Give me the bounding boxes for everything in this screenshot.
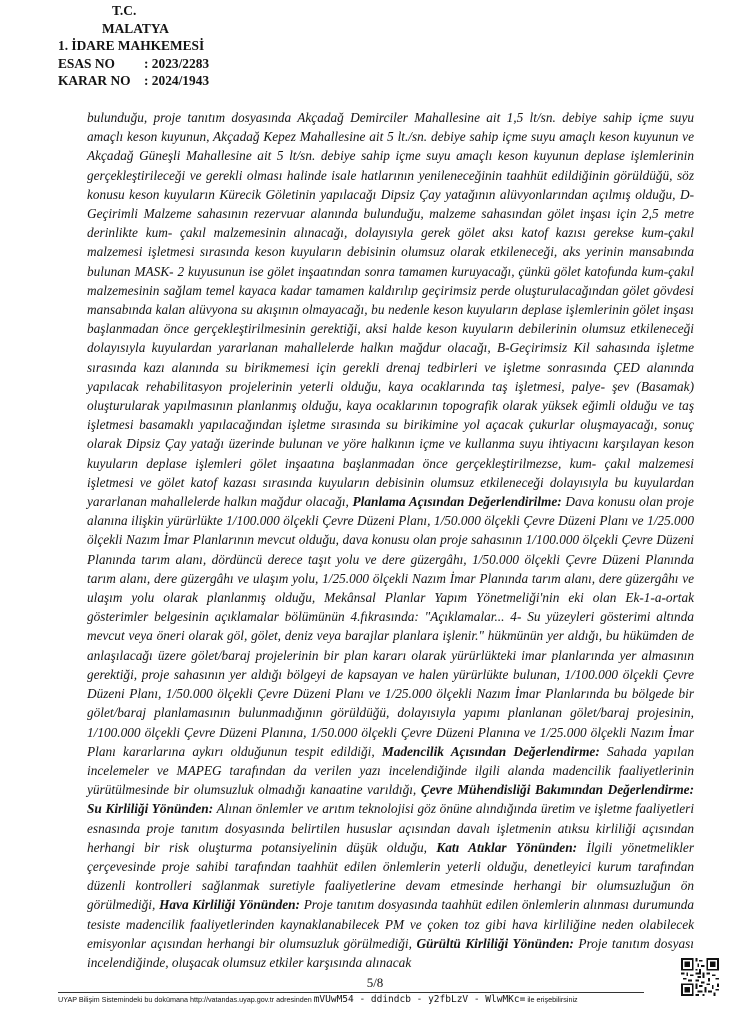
karar-value: : 2024/1943 [144,73,210,88]
esas-label: ESAS NO [58,55,115,71]
uyap-footer [58,994,678,1006]
karar-row [58,72,209,90]
city-label: MALATYA [102,20,169,36]
body-paragraph [87,108,694,972]
footer-note-end: ile erişebilirsiniz [527,995,578,1004]
text-noise-pollution: Proje tanıtım dosyası incelendiğinde, oluşacak olumsuz etkiler karşısında alınacak [87,935,695,970]
verification-code: mVUwM54 - ddindcb - y2fbLzV - WlwMKc= [313,994,526,1005]
republic-label: T.C. [112,3,137,18]
text-mining: Sahada yapılan incelemeler ve MAPEG tarafından da verilen yazı incelendiğinde ilgili alanda madencilik faaliyetlerinin yürütülmesinde bir olumsuzluk olmadığı kanaatine varıldığı, [87,743,695,798]
footer-note: UYAP Bilişim Sistemindeki bu dokümana http://vatandas.uyap.gov.tr adresinden [58,995,312,1004]
esas-value: : 2023/2283 [144,55,210,71]
text-air-pollution: Proje tanıtım dosyasında taahhüt edilen önlemlerin alınması durumunda tesiste madencilik faaliyetlerinden kaynaklanabilecek PM ve çoken toz gibi hava kirliliğine neden olabilecek emisyonlar açısından herhangi bir olumsuzluk görülmediği, [87,897,695,951]
heading-noise-pollution: Gürültü Kirliliği Yönünden: [416,935,574,951]
document-header [58,2,209,90]
heading-mining: Madencilik Açısından Değerlendirme: [381,743,600,759]
footer-divider [58,992,644,993]
heading-planning: Planlama Açısından Değerlendirilme: [352,494,562,510]
text-dsi-findings: bulunduğu, proje tanıtım dosyasında Akçadağ Demirciler Mahallesine ait 1,5 lt/sn. debiye sahip içme suyu amaçlı keson kuyunun, Akçadağ Kepez Mahallesine ait 5 lt./sn. debiye sahip içme suyu amaçlı keson kuyunun ve Akçadağ Güneşli Mahallesine ait 5 lt/sn. debiye sahip içme suyu amaçlı keson kuyunun deplase işlemlerinin gerçekleştirileceği ve gerekli olması halinde isale hatlarının yenileneceğinin taahhüt edildiğinin görüldüğü, söz konusu keson kuyuların Kürecik Göletinin yapılacağı Dipsiz Çay yatağının alüvyonlarından açılmış olduğu, D-Geçirimli Malzeme sahasının rezervuar alanında bulunduğu, malzeme sahasından gölet inşası için 2,5 metre derinlikte kum- çakıl malzemesinin alınacağı, dolayısıyla gerek gölet aksı katof kazısı gerekse kum-çakıl malzemesi işletmesi sırasında keson kuyuların debisinin olumsuz olarak etkileneceği, aks yerinin mansabında bulunan MASK- 2 kuyusunun ise gölet inşaatından sonra tamamen kuruyacağı, çünkü gölet katofunda kum-çakıl malzemesinin sağlam temel kayaca kadar tamamen kaldırılıp geçirimsiz perde oluşturulacağından gölet gövdesi mansabında kalan alüvyona su akışının olmayacağı, bu nedenle keson kuyuların deplase işlemlerinin gölet inşası başlanmadan önce gerçekleştirilmesinin gerektiği, aksi halde keson kuyuların debilerinin olumsuz etkileneceği dolayısıyla kuyulardan yararlanan mahallelerde halkın mağdur olacağı, B-Geçirimsiz Kil sahasında işletme sırasında kazı alanında su birikmemesi için gerekli drenaj tedbirleri ve işletme sonrasında ÇED alanında yapılacak rehabilitasyon projelerinin yeterli olduğu, kaya ocaklarında taş işletmesi, palye- şev (Basamak) oluşturularak yapılmasının planlanmış olduğu, kaya ocaklarının topografik olarak yüksek eğimli olduğu ve taş işletmesi basamaklı yapılacağından işletme sırasında su birikimine yol açacak çukurlar oluşmayacağı, sonuç olarak Dipsiz Çay yatağı üzerinde bulunan ve yöre halkının içme ve kullanma suyu ihtiyacını karşılayan keson kuyuların deplase işlemleri gölet inşaatına başlanmadan önce gerçekleştirilmezse, kum- çakıl malzemesi işletmesi ve gölet katof kazası sırasında kuyuların debisinin olumsuz etkileneceği dolayısıyla bu kuyulardan yararlanan mahallelerde halkın mağdur olacağı, [87,110,694,510]
heading-solid-waste: Katı Atıklar Yönünden: [436,839,578,855]
heading-environmental-engineering: Çevre Mühendisliği Bakımından Değerlendirme: Su Kirliliği Yönünden: [87,782,695,817]
text-solid-waste: İlgili yönetmelikler çerçevesinde proje sahibi tarafından taahhüt edilen önlemlerin yeterli olduğu, denetleyici kurum tarafından düzenli kontrolleri sağlanmak suretiyle faaliyetlerine devam etmesinde herhangi bir olumsuzluğun ön görülmediği, [87,839,695,913]
heading-air-pollution: Hava Kirliliği Yönünden: [159,897,300,913]
qr-code-icon [681,958,719,996]
court-name: 1. İDARE MAHKEMESİ [58,38,205,53]
karar-label: KARAR NO [58,73,131,88]
page-number: 5/8 [366,975,384,990]
text-water-pollution: Alınan önlemler ve arıtım teknolojisi göz önüne alındığında üretim ve işletme faaliyetleri esnasında proje tanıtım dosyasında belirtilen hususlar açısından davalı işletmenin atıksu kirliliği açısından herhangi bir risk oluşturma potansiyelinin düşük olduğu, [87,801,695,855]
esas-row [58,55,209,73]
text-planning: Dava konusu olan proje alanına ilişkin yürürlükte 1/100.000 ölçekli Çevre Düzeni Planı, 1/50.000 ölçekli Çevre Düzeni Planı ve 1/25.000 ölçekli Nazım İmar Planlarının mevcut olduğu, dava konusu olan proje sahasının 1/100.000 ölçekli Çevre Düzeni Planında tarım alanı, dördüncü derece taşıt yolu ve dere güzergâhı, 1/50.000 ölçekli Çevre Düzeni Planında tarım alanı, dere güzergâhı ve ulaşım yolu, 1/25.000 ölçekli Nazım İmar Planında tarım alanı, dere güzergâhı ve ulaşım yolu olarak planlanmış olduğu, Mekânsal Planlar Yapım Yönetmeliği'nin eki olan Ek-1-a-ortak gösterimler belgesinin açıklamalar bölümünün 4.fıkrasında: "Açıklamalar... 4- Su yüzeyleri gösterimi altında mevcut veya öneri olarak göl, gölet, deniz veya barajlar planlara işlenir." hükmünün yer aldığı, bu hükümden de anlaşılacağı üzere gölet/baraj projelerinin bir plan kararı olarak yürürlükteki imar planlarında yer almasının gerektiği, proje sahasının yer aldığı bölgeyi de kapsayan ve halen yürürlükte bulunan, 1/100.000 ölçekli Çevre Düzeni Planı, 1/50.000 ölçekli Çevre Düzeni Planı ve 1/25.000 ölçekli Nazım İmar Planlarında bu bölgede bir gölet/baraj planlamasının bulunmadığının görüldüğü, dolayısıyla yapımı planlanan gölet/baraj projesinin, 1/100.000 ölçekli Çevre Düzeni Planına, 1/50.000 ölçekli Çevre Düzeni Planına ve 1/25.000 ölçekli Nazım İmar Planı kararlarına aykırı olduğunun tespit edildiği, [87,494,694,759]
